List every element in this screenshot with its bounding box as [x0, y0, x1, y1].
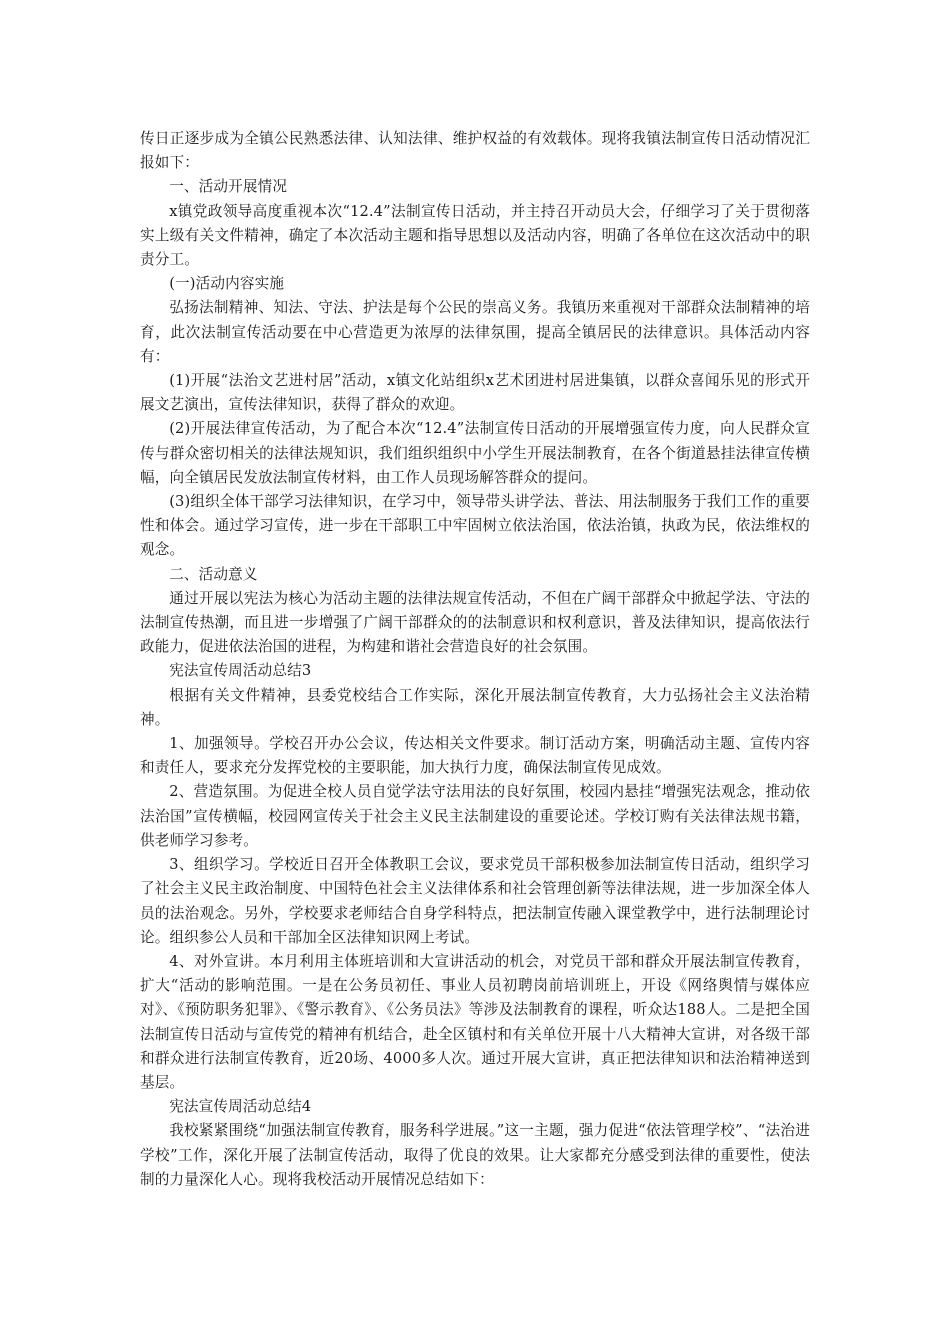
- list-item: 2、营造氛围。为促进全校人员自觉学法守法用法的良好氛围，校园内悬挂“增强宪法观念，推动依法治国”宣传横幅，校园网宣传关于社会主义民主法制建设的重要论述。学校订购有关法律法规书籍，供老师学习参考。: [140, 783, 810, 849]
- section-heading-activity: 一、活动开展情况: [169, 178, 288, 196]
- paragraph-intro: 传日正逐步成为全镇公民熟悉法律、认知法律、维护权益的有效载体。现将我镇法制宣传日活动情况汇报如下：: [140, 130, 810, 172]
- list-item: (2)开展法律宣传活动，为了配合本次“12.4”法制宣传日活动的开展增强宣传力度，向人民群众宣传与群众密切相关的法律法规知识，我们组织组织中小学生开展法制教育，在各个街道悬挂法律宣传横幅，向全镇居民发放法制宣传材料，由工作人员现场解答群众的提问。: [140, 420, 810, 486]
- summary-title-3: 宪法宣传周活动总结3: [169, 662, 312, 680]
- list-item: (3)组织全体干部学习法律知识，在学习中，领导带头讲学法、普法、用法制服务于我们工作的重要性和体会。通过学习宣传，进一步在干部职工中牢固树立依法治国，依法治镇，执政为民，依法维权的观念。: [140, 493, 810, 559]
- list-item: (1)开展“法治文艺进村居”活动，x镇文化站组织x艺术团进村居进集镇，以群众喜闻乐见的形式开展文艺演出，宣传法律知识，获得了群众的欢迎。: [140, 372, 810, 414]
- section-heading-significance: 二、活动意义: [169, 565, 258, 583]
- list-item: 4、对外宣讲。本月利用主体班培训和大宣讲活动的机会，对党员干部和群众开展法制宣传教育，扩大“活动的影响范围。一是在公务员初任、事业人员初聘岗前培训班上，开设《网络舆情与媒体应对》、《预防职务犯罪》、《警示教育》、《公务员法》等涉及法制教育的课程，听众达188人。二是把全国法制宣传日活动与宣传党的精神有机结合，赴全区镇村和有关单位开展十八大精神大宣讲，对各级干部和群众进行法制宣传教育，近20场、4000多人次。通过开展大宣讲，真正把法律知识和法治精神送到基层。: [140, 952, 810, 1091]
- subsection-heading: (一)活动内容实施: [169, 275, 285, 293]
- document-page: [140, 127, 810, 1192]
- summary-title-4: 宪法宣传周活动总结4: [169, 1098, 312, 1116]
- paragraph: 弘扬法制精神、知法、守法、护法是每个公民的崇高义务。我镇历来重视对干部群众法制精神的培育，此次法制宣传活动要在中心营造更为浓厚的法律氛围，提高全镇居民的法律意识。具体活动内容有：: [140, 299, 810, 365]
- list-item: 1、加强领导。学校召开办公会议，传达相关文件要求。制订活动方案，明确活动主题、宣传内容和责任人，要求充分发挥党校的主要职能，加大执行力度，确保法制宣传见成效。: [140, 735, 810, 777]
- paragraph: 根据有关文件精神，县委党校结合工作实际，深化开展法制宣传教育，大力弘扬社会主义法治精神。: [140, 686, 810, 728]
- paragraph: x镇党政领导高度重视本次“12.4”法制宣传日活动，并主持召开动员大会，仔细学习了关于贯彻落实上级有关文件精神，确定了本次活动主题和指导思想以及活动内容，明确了各单位在这次活动中的职责分工。: [140, 202, 810, 269]
- list-item: 3、组织学习。学校近日召开全体教职工会议，要求党员干部积极参加法制宣传日活动，组织学习了社会主义民主政治制度、中国特色社会主义法律体系和社会管理创新等法律法规，进一步加深全体人员的法治观念。另外，学校要求老师结合自身学科特点，把法制宣传融入课堂教学中，进行法制理论讨论。组织参公人员和干部加全区法律知识网上考试。: [140, 856, 810, 946]
- paragraph: 通过开展以宪法为核心为活动主题的法律法规宣传活动，不但在广阔干部群众中掀起学法、守法的法制宣传热潮，而且进一步增强了广阔干部群众的的法制意识和权利意识，普及法律知识，提高依法行政能力，促进依法治国的进程，为构建和谐社会营造良好的社会氛围。: [140, 589, 810, 656]
- paragraph: 我校紧紧围绕“加强法制宣传教育，服务科学进展。”这一主题，强力促进“依法管理学校”、“法治进学校”工作，深化开展了法制宣传活动，取得了优良的效果。让大家都充分感受到法律的重要性，使法制的力量深化人心。现将我校活动开展情况总结如下：: [140, 1122, 810, 1188]
